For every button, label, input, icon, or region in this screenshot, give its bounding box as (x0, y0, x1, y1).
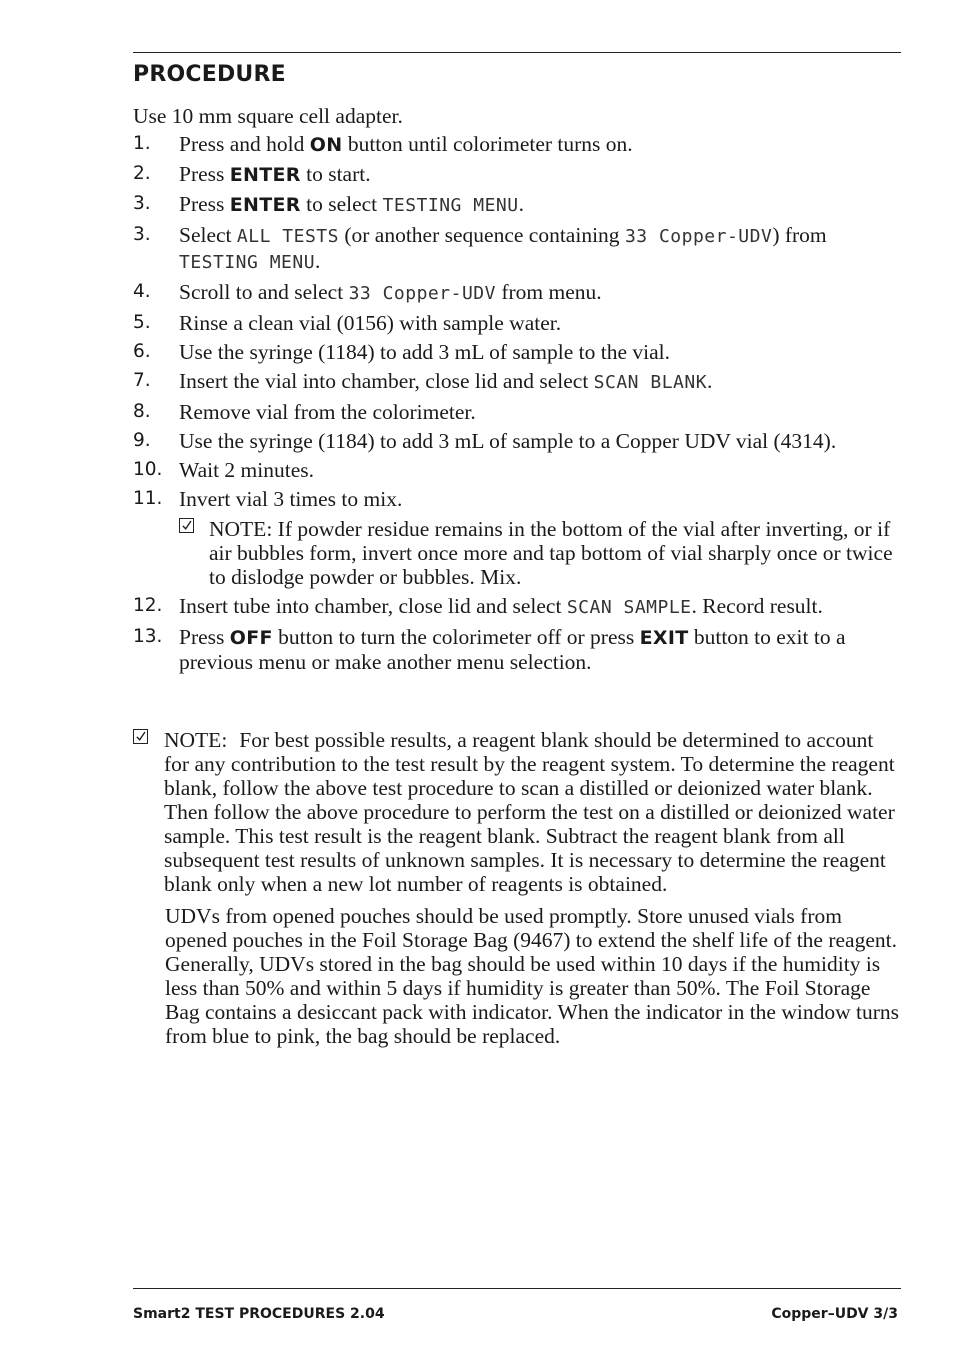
step-text (179, 340, 670, 364)
procedure-step (133, 625, 903, 674)
step-text-segment: . (518, 192, 524, 216)
step-text-segment: to select (300, 192, 383, 216)
step-number: 9. (133, 430, 151, 451)
step-number: 13. (133, 626, 163, 647)
step-text (179, 311, 561, 335)
step-text-segment: Use the syringe (1184) to add 3 mL of sample to a Copper UDV vial (4314). (179, 429, 837, 453)
procedure-step (133, 458, 903, 482)
step-text (179, 162, 371, 186)
step-number: 8. (133, 401, 151, 422)
step-text (179, 192, 524, 216)
step-text-segment: Insert tube into chamber, close lid and select (179, 594, 567, 618)
step-text-segment: Press (179, 192, 230, 216)
display-text: 33 Copper-UDV (624, 226, 773, 247)
step-number: 10. (133, 459, 163, 480)
step-number: 5. (133, 312, 151, 333)
display-text: ALL TESTS (236, 226, 339, 247)
step-text-segment: Scroll to and select (179, 280, 349, 304)
procedure-step (133, 280, 903, 306)
step-text (179, 280, 602, 304)
step-text (179, 132, 633, 156)
note-paragraph-2: UDVs from opened pouches should be used promptly. Store unused vials from opened pouches in the Foil Storage Bag (9467) to extend the shelf life of the reagent. Generally, UDVs stored in the bag should be used within 10 days if the humidity is less than 50% and within 5 days if humidity is greater than 50%. The Foil Storage Bag contains a desiccant pack with indicator. When the indicator in the window turns from blue to pink, the bag should be replaced. (165, 904, 899, 1048)
step-text (179, 369, 712, 393)
procedure-steps (133, 132, 903, 674)
checkbox-icon (133, 729, 148, 744)
step-number: 3. (133, 193, 151, 214)
procedure-step (133, 223, 903, 275)
step-text-segment: ) from (772, 223, 827, 247)
display-text: TESTING MENU (179, 252, 316, 273)
step-text-segment: Press (179, 162, 230, 186)
procedure-step (133, 132, 903, 157)
button-keyword: EXIT (639, 627, 689, 649)
procedure-step (133, 192, 903, 218)
procedure-step (133, 487, 903, 589)
procedure-step (133, 400, 903, 424)
step-text (179, 487, 402, 511)
footer-right: Copper–UDV 3/3 (771, 1306, 898, 1322)
button-keyword: ENTER (229, 164, 301, 186)
procedure-step (133, 429, 903, 453)
step-text-segment: button until colorimeter turns on. (342, 132, 633, 156)
step-text-segment: button to turn the colorimeter off or press (272, 625, 640, 649)
step-text-segment: Press (179, 625, 230, 649)
step-text-segment: Insert the vial into chamber, close lid and select (179, 369, 594, 393)
note-text: For best possible results, a reagent blank should be determined to account for any contribution to the test result by the reagent system. To determine the reagent blank, follow the above test procedure to scan a distilled or deionized water blank. Then follow the above procedure to perform the test on a distilled or deionized water sample. This test result is the reagent blank. Subtract the reagent blank from all subsequent test results of unknown samples. It is necessary to determine the reagent blank only when a new lot number of reagents is obtained. (164, 728, 895, 896)
bottom-rule (133, 1288, 901, 1289)
top-rule (133, 52, 901, 53)
step-text-segment: to start. (300, 162, 371, 186)
step-text-segment: from menu. (495, 280, 602, 304)
step-text-segment: . Record result. (691, 594, 823, 618)
procedure-step (133, 340, 903, 364)
step-number: 2. (133, 163, 151, 184)
step-note-text: NOTE: If powder residue remains in the bottom of the vial after inverting, or if air bubbles form, invert once more and tap bottom of vial sharply once or twice to dislodge powder or bubbles. Mix. (209, 517, 893, 589)
step-text (179, 625, 846, 674)
step-text-segment: (or another sequence containing (338, 223, 625, 247)
step-text-segment: Select (179, 223, 237, 247)
note-label: NOTE: (164, 728, 228, 752)
button-keyword: OFF (229, 627, 273, 649)
display-text: SCAN SAMPLE (566, 597, 692, 618)
step-text-segment: Remove vial from the colorimeter. (179, 400, 476, 424)
step-text-segment: Wait 2 minutes. (179, 458, 315, 482)
footer-left: Smart2 TEST PROCEDURES 2.04 (133, 1306, 385, 1322)
display-text: 33 Copper-UDV (348, 283, 496, 304)
section-heading: PROCEDURE (133, 62, 286, 87)
step-text-segment: button to exit to a previous menu or make another menu selection. (179, 625, 846, 674)
step-text (179, 458, 314, 482)
step-number: 12. (133, 595, 163, 616)
intro-text: Use 10 mm square cell adapter. (133, 104, 403, 128)
step-text-segment: Press and hold (179, 132, 310, 156)
reagent-blank-note (133, 728, 903, 1048)
step-number: 6. (133, 341, 151, 362)
procedure-content (133, 104, 903, 1048)
step-note (179, 517, 903, 589)
step-number: 1. (133, 133, 151, 154)
procedure-step (133, 369, 903, 395)
step-text-segment: Use the syringe (1184) to add 3 mL of sample to the vial. (179, 340, 671, 364)
procedure-step (133, 594, 903, 620)
step-number: 3. (133, 224, 151, 245)
step-text-segment: . (707, 369, 713, 393)
display-text: TESTING MENU (382, 195, 519, 216)
step-text-segment: Rinse a clean vial (0156) with sample water. (179, 311, 562, 335)
note-paragraph-1 (164, 728, 903, 896)
display-text: SCAN BLANK (593, 372, 708, 393)
step-text-segment: Invert vial 3 times to mix. (179, 487, 403, 511)
procedure-step (133, 311, 903, 335)
checkbox-icon (179, 518, 194, 533)
step-text (179, 429, 836, 453)
step-text (179, 594, 823, 618)
button-keyword: ON (309, 134, 343, 156)
button-keyword: ENTER (229, 194, 301, 216)
step-text (179, 223, 827, 273)
step-text (179, 400, 476, 424)
step-number: 11. (133, 488, 163, 509)
step-number: 4. (133, 281, 151, 302)
procedure-step (133, 162, 903, 187)
step-text-segment: . (315, 249, 321, 273)
step-number: 7. (133, 370, 151, 391)
